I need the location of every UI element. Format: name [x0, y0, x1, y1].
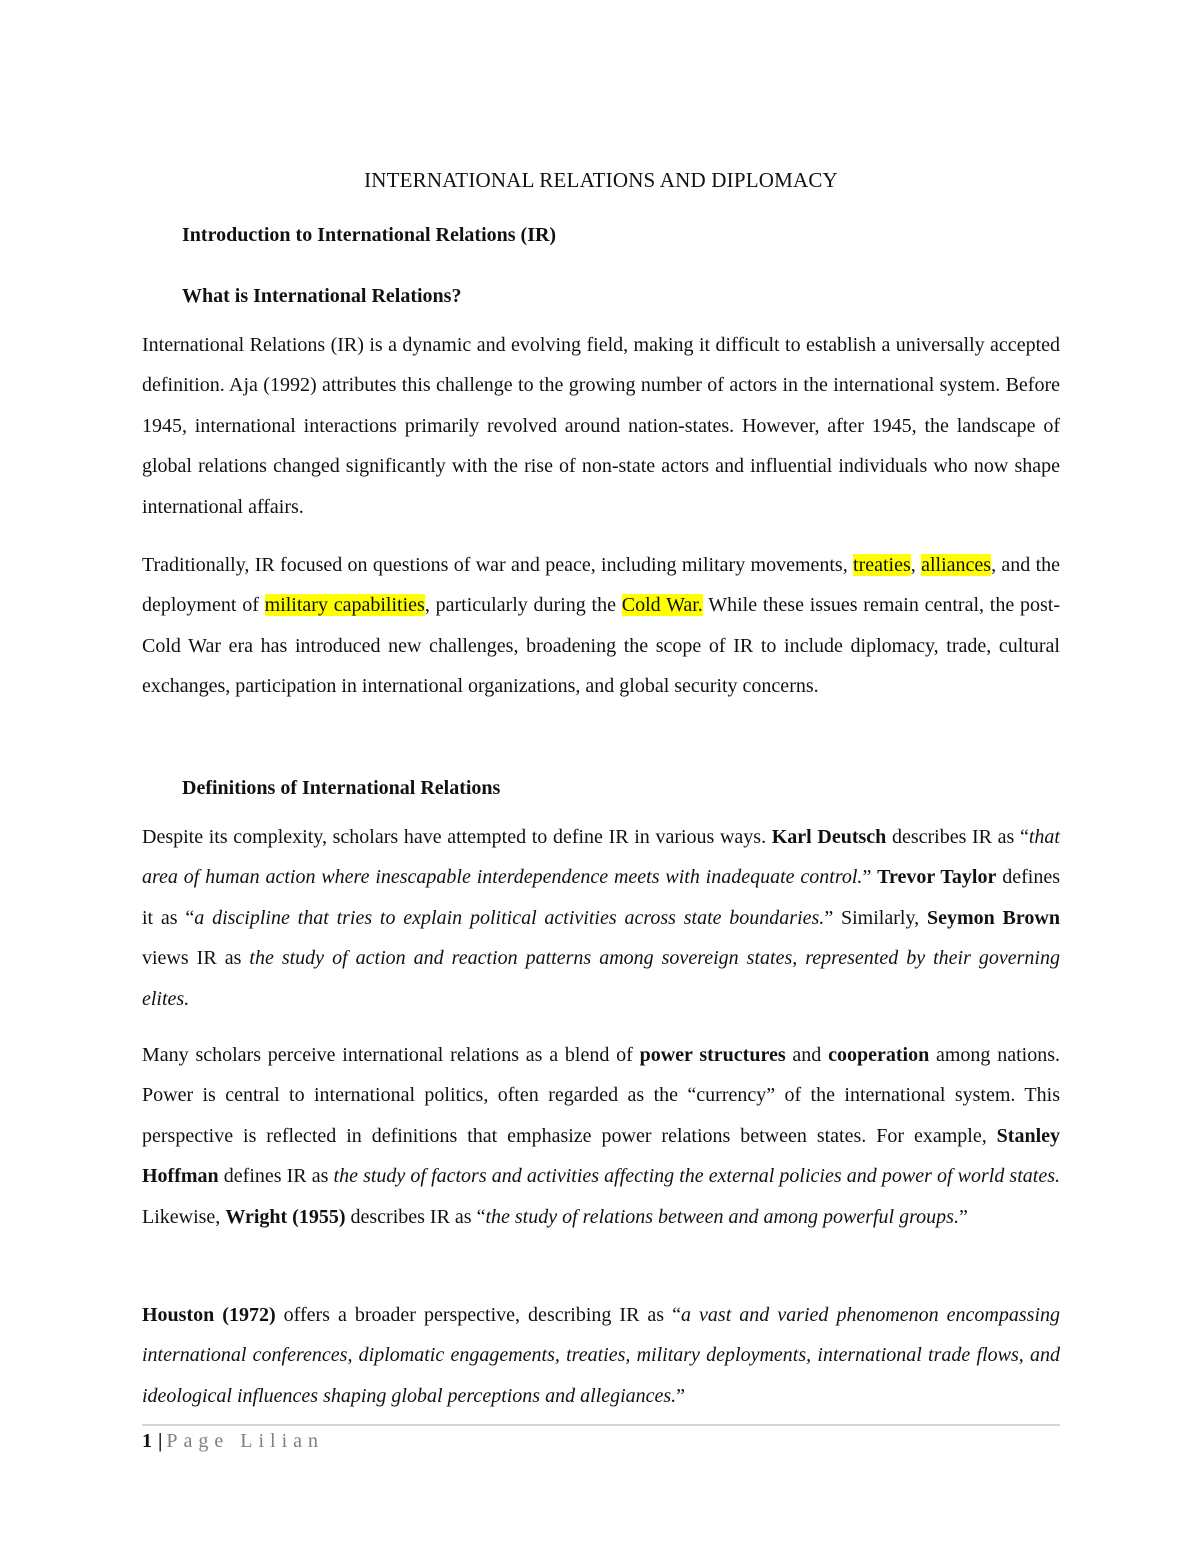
scholar-stanley-hoffman: Stanley Hoffman — [142, 1124, 1060, 1188]
heading-introduction: Introduction to International Relations (IR) — [182, 224, 557, 246]
text-run: , particularly during the — [424, 594, 622, 617]
text-run: Many scholars perceive international relations as a blend of — [142, 1044, 640, 1066]
text-run: Despite its complexity, scholars have attempted to define IR in various ways. — [142, 826, 772, 848]
document-page — [142, 0, 1060, 1553]
scholar-wright: Wright (1955) — [225, 1205, 346, 1228]
footer-divider — [142, 1424, 1060, 1426]
term-power-structures: power structures — [639, 1044, 786, 1066]
text-run: , and the deployment of — [142, 554, 1061, 617]
quote-wright: the study of relations between and among powerful groups. — [485, 1205, 959, 1228]
paragraph-ir-overview: International Relations (IR) is a dynamic and evolving field, making it difficult to establish a universally accepted definition. Aja (1992) attributes this challenge to the growing number of actors in the international system. Before 1945, international interactions primarily revolved around nation-states. However, after 1945, the landscape of global relations changed significantly with the rise of non-state actors and influential individuals who now shape international affairs. — [142, 334, 1060, 518]
page-number: 1 — [142, 1430, 152, 1452]
paragraph-houston — [142, 1295, 1060, 1416]
document-title: INTERNATIONAL RELATIONS AND DIPLOMACY — [364, 168, 838, 192]
footer-page-label: Page Lilian — [166, 1430, 325, 1452]
text-run: describes IR as “ — [886, 826, 1029, 848]
quote-houston: a vast and varied phenomenon encompassing international conferences, diplomatic engagements, treaties, military deployments, international trade flows, and ideological influences shaping global perceptions and allegiances. — [142, 1304, 1060, 1407]
highlight-cold-war: Cold War. — [621, 594, 703, 617]
paragraph-definitions — [142, 817, 1060, 1019]
highlight-alliances: alliances — [921, 554, 992, 576]
text-run: among nations. Power is central to international politics, often regarded as the “currency” of the international system. This perspective is reflected in definitions that emphasize power relations between states. For example, — [142, 1044, 1060, 1147]
text-run: ” — [862, 866, 878, 889]
page-footer — [142, 1430, 324, 1453]
quote-hoffman: the study of factors and activities affecting the external policies and power of world states. — [333, 1165, 1060, 1188]
text-run: ” — [958, 1205, 968, 1228]
text-run: Likewise, — [142, 1205, 226, 1228]
text-run: defines IR as — [218, 1165, 334, 1188]
highlight-treaties: treaties — [853, 554, 911, 576]
quote-taylor: a discipline that tries to explain political activities across state boundaries. — [194, 906, 825, 929]
quote-brown: the study of action and reaction patterns among sovereign states, represented by their governing elites. — [142, 947, 1060, 1010]
text-run: views IR as — [142, 947, 250, 970]
text-run: While these issues remain central, the post-Cold War era has introduced new challenges, broadening the scope of IR to include diplomacy, trade, cultural exchanges, participation in international organizations, and global security concerns. — [142, 594, 1061, 698]
text-run: ” — [676, 1384, 686, 1407]
text-run: Traditionally, IR focused on questions of war and peace, including military movements, — [142, 554, 854, 576]
scholar-seymon-brown: Seymon Brown — [926, 906, 1060, 929]
text-run: , — [910, 554, 922, 576]
text-run: and — [785, 1044, 829, 1066]
heading-definitions: Definitions of International Relations — [182, 777, 501, 799]
quote-deutsch: that area of human action where inescapable interdependence meets with inadequate control. — [142, 826, 1060, 889]
text-run: describes IR as “ — [345, 1205, 486, 1228]
scholar-houston: Houston (1972) — [142, 1304, 276, 1326]
footer-separator: | — [158, 1430, 163, 1452]
scholar-karl-deutsch: Karl Deutsch — [771, 826, 887, 848]
text-run: defines it as “ — [142, 866, 1060, 929]
text-run: offers a broader perspective, describing IR as “ — [275, 1304, 682, 1326]
heading-what-is-ir: What is International Relations? — [182, 285, 462, 307]
scholar-trevor-taylor: Trevor Taylor — [877, 866, 997, 889]
term-cooperation: cooperation — [828, 1044, 930, 1066]
highlight-military-capabilities: military capabilities — [264, 594, 425, 617]
paragraph-power-cooperation — [142, 1035, 1060, 1237]
text-run: ” Similarly, — [824, 906, 927, 929]
paragraph-traditional-ir — [142, 545, 1060, 707]
